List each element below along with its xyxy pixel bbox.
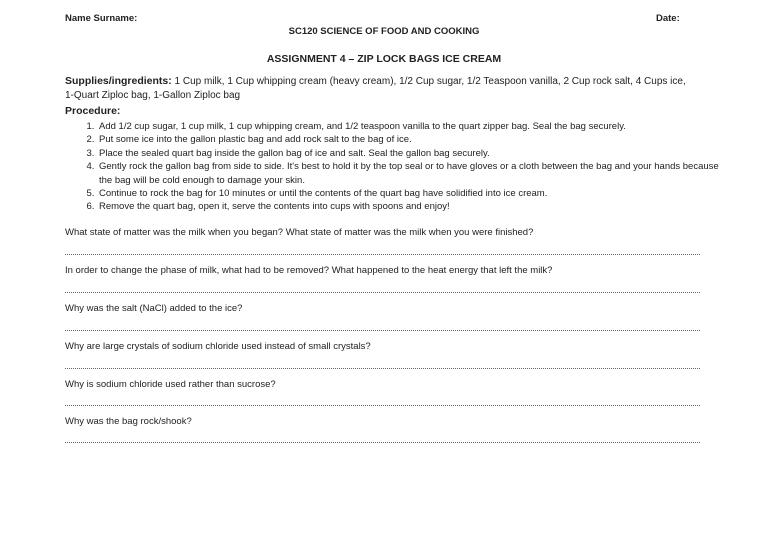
- procedure-step: 6. Remove the quart bag, open it, serve the contents into cups with spoons and enjoy!: [97, 200, 722, 213]
- question-5: Why is sodium chloride used rather than sucrose?: [65, 379, 276, 390]
- procedure-heading: Procedure:: [65, 105, 121, 117]
- procedure-step: 4. Gently rock the gallon bag from side to side. It's best to hold it by the top seal or to have gloves or a cloth between the bag and your hands because the bag will be cold enough to damage your skin.: [97, 160, 722, 187]
- procedure-step: 5. Continue to rock the bag for 10 minutes or until the contents of the quart bag have solidified into ice cream.: [97, 187, 722, 200]
- assignment-title: ASSIGNMENT 4 – ZIP LOCK BAGS ICE CREAM: [266, 53, 502, 65]
- question-4: Why are large crystals of sodium chloride used instead of small crystals?: [65, 341, 371, 352]
- course-title: SC120 SCIENCE OF FOOD AND COOKING: [288, 26, 480, 37]
- procedure-step: 3. Place the sealed quart bag inside the gallon bag of ice and salt. Seal the gallon bag securely.: [97, 147, 722, 160]
- question-3: Why was the salt (NaCl) added to the ice?: [65, 303, 243, 314]
- answer-line-2[interactable]: [65, 292, 700, 293]
- answer-line-1[interactable]: [65, 254, 700, 255]
- date-label: Date:: [656, 13, 680, 24]
- answer-line-5[interactable]: [65, 405, 700, 406]
- answer-line-3[interactable]: [65, 330, 700, 331]
- procedure-step: 1. Add 1/2 cup sugar, 1 cup milk, 1 cup whipping cream, and 1/2 teaspoon vanilla to the quart zipper bag. Seal the bag securely.: [97, 120, 722, 133]
- supplies-label: Supplies/ingredients:: [65, 75, 172, 87]
- question-6: Why was the bag rock/shook?: [65, 416, 192, 427]
- answer-line-4[interactable]: [65, 368, 700, 369]
- question-2: In order to change the phase of milk, what had to be removed? What happened to the heat energy that left the milk?: [65, 265, 553, 276]
- name-surname-label: Name Surname:: [65, 13, 138, 24]
- answer-line-6[interactable]: [65, 442, 700, 443]
- procedure-step: 2. Put some ice into the gallon plastic bag and add rock salt to the bag of ice.: [97, 133, 722, 146]
- procedure-list: [65, 120, 722, 214]
- question-1: What state of matter was the milk when you began? What state of matter was the milk when you were finished?: [65, 227, 534, 238]
- supplies-text: 1 Cup milk, 1 Cup whipping cream (heavy cream), 1/2 Cup sugar, 1/2 Teaspoon vanilla, 2 Cup rock salt, 4 Cups ice, 1-Quart Ziploc bag, 1-Gallon Ziploc bag: [65, 76, 686, 101]
- supplies-paragraph: [65, 74, 695, 103]
